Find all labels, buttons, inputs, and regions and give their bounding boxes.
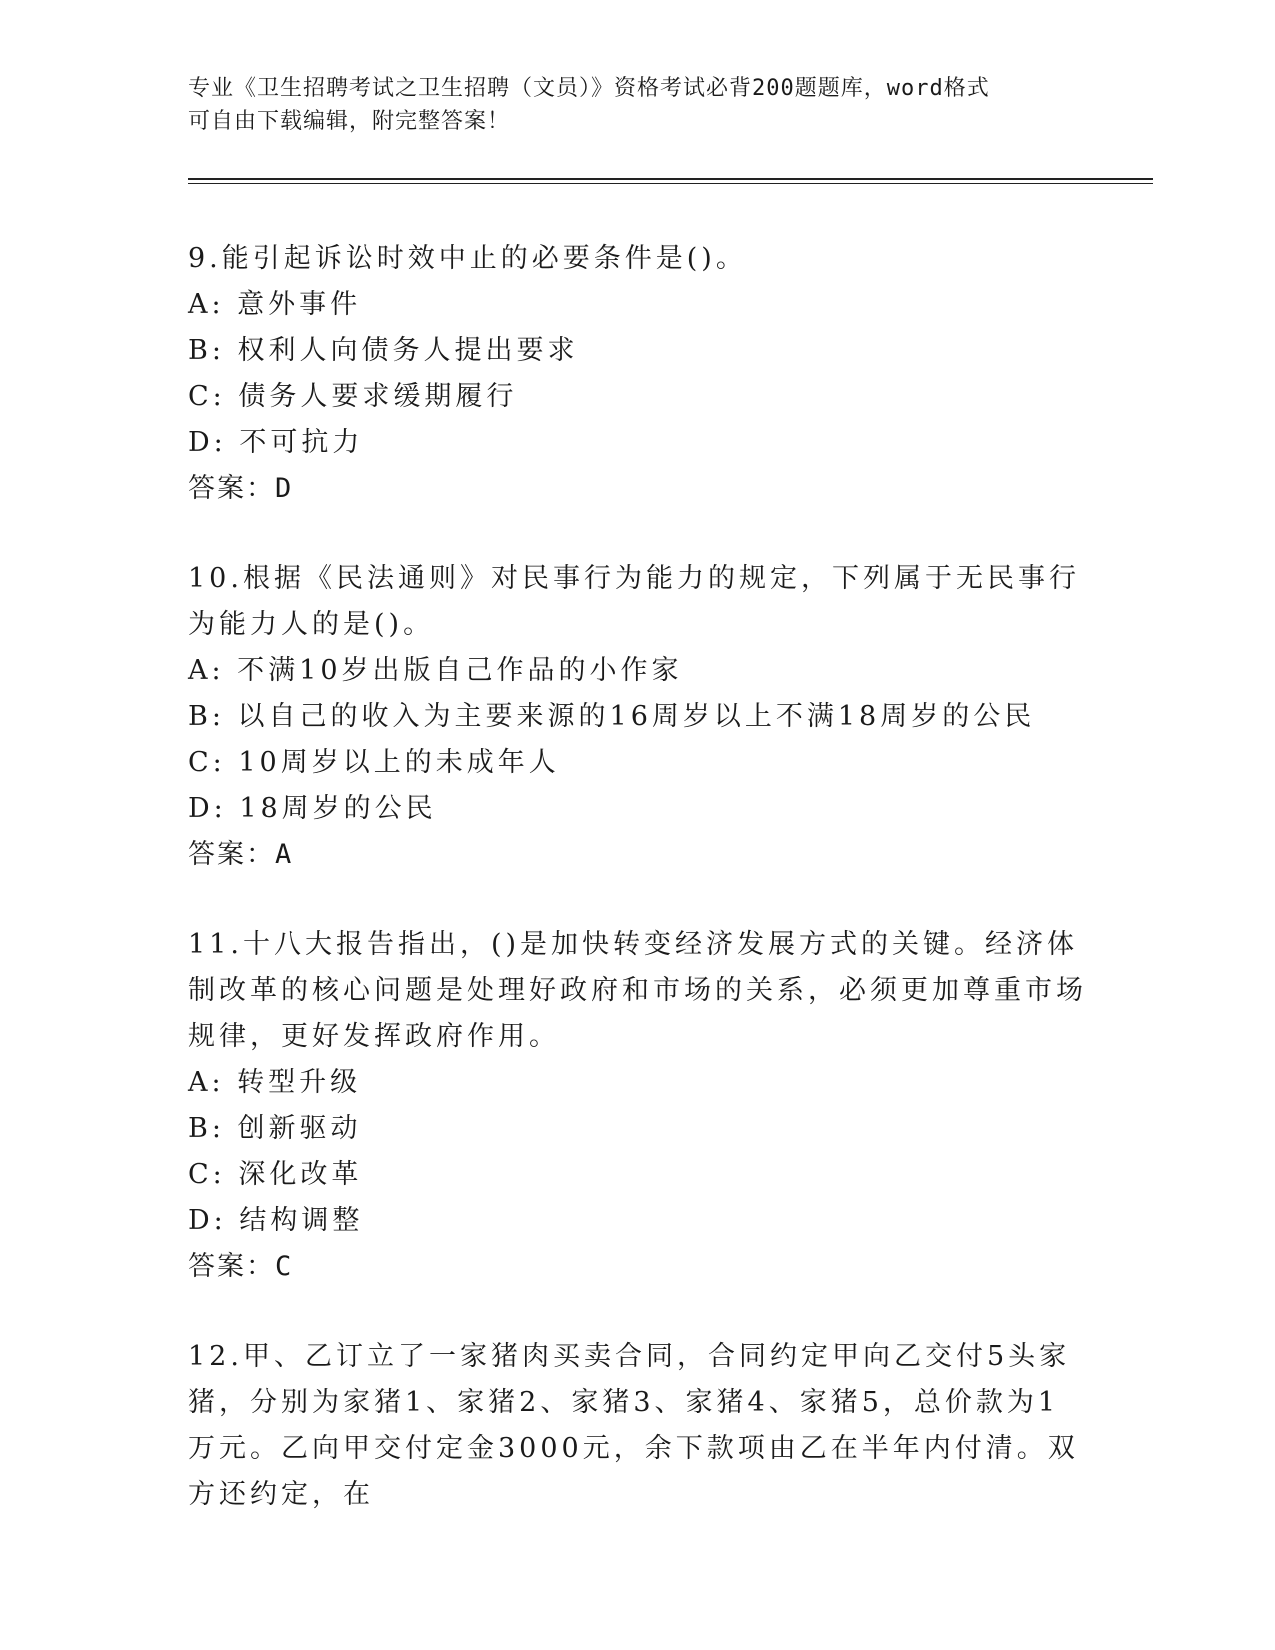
option-d: D: 18周岁的公民 xyxy=(188,793,437,824)
option-a: A: 转型升级 xyxy=(188,1067,362,1098)
option-c: C: 深化改革 xyxy=(188,1159,363,1190)
question-text: 10.根据《民法通则》对民事行为能力的规定，下列属于无民事行为能力人的是()。 xyxy=(188,563,1080,640)
option-d: D: 结构调整 xyxy=(188,1205,364,1236)
question-list xyxy=(188,236,1088,1562)
question-9 xyxy=(188,236,1088,512)
document-header xyxy=(188,72,1088,138)
question-text: 12.甲、乙订立了一家猪肉买卖合同，合同约定甲向乙交付5头家猪，分别为家猪1、家猪2、家猪3、家猪4、家猪5，总价款为1万元。乙向甲交付定金3000元，余下款项由乙在半年内付清。双方还约定，在 xyxy=(188,1341,1079,1510)
question-11 xyxy=(188,922,1088,1290)
question-text: 9.能引起诉讼时效中止的必要条件是()。 xyxy=(188,243,747,274)
option-c: C: 10周岁以上的未成年人 xyxy=(188,747,560,778)
option-d: D: 不可抗力 xyxy=(188,427,364,458)
question-text: 11.十八大报告指出，()是加快转变经济发展方式的关键。经济体制改革的核心问题是处理好政府和市场的关系，必须更加尊重市场规律，更好发挥政府作用。 xyxy=(188,929,1087,1052)
header-divider-thick xyxy=(188,178,1153,180)
header-divider-thin xyxy=(188,183,1153,184)
header-line-2: 可自由下载编辑，附完整答案！ xyxy=(188,109,511,134)
option-b: B: 以自己的收入为主要来源的16周岁以上不满18周岁的公民 xyxy=(188,701,1036,732)
question-12 xyxy=(188,1334,1088,1518)
answer: 答案：C xyxy=(188,1251,294,1282)
option-a: A: 不满10岁出版自己作品的小作家 xyxy=(188,655,683,686)
option-b: B: 权利人向债务人提出要求 xyxy=(188,335,579,366)
answer: 答案：D xyxy=(188,473,294,504)
option-a: A: 意外事件 xyxy=(188,289,362,320)
answer: 答案：A xyxy=(188,839,294,870)
option-c: C: 债务人要求缓期履行 xyxy=(188,381,518,412)
question-10 xyxy=(188,556,1088,878)
header-line-1: 专业《卫生招聘考试之卫生招聘（文员）》资格考试必背200题题库，word格式 xyxy=(188,76,990,101)
option-b: B: 创新驱动 xyxy=(188,1113,362,1144)
